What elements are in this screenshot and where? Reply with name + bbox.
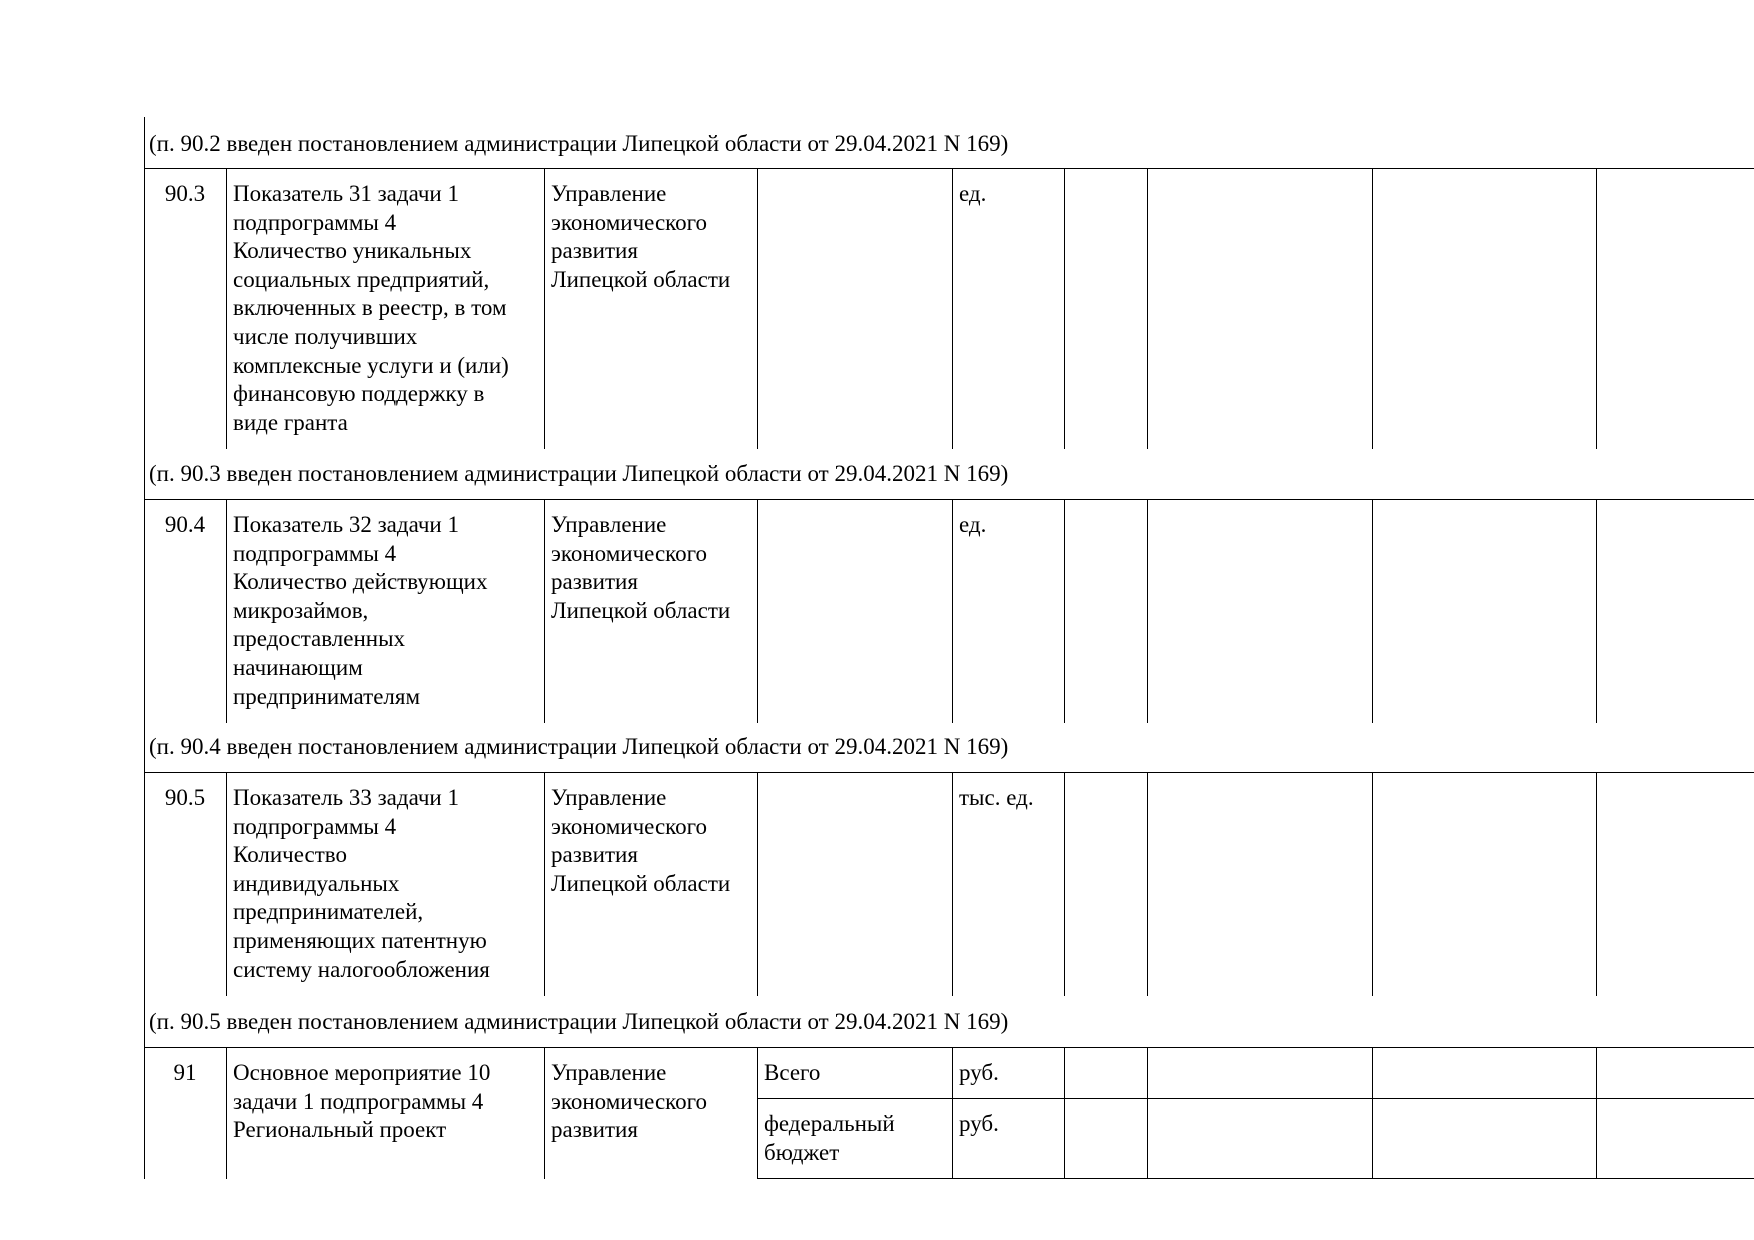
- activity-name: Основное мероприятие 10 задачи 1 подпрограммы 4 Региональный проект: [233, 1060, 491, 1143]
- indicator-name: Показатель 33 задачи 1 подпрограммы 4 Количество индивидуальных предпринимателей, применяющих патентную систему налогообложения: [233, 785, 490, 982]
- amendment-note-90-2: (п. 90.2 введен постановлением администрации Липецкой области от 29.04.2021 N 169): [149, 131, 1009, 156]
- row-number: 90.4: [164, 512, 206, 537]
- responsible-executor: Управление экономического развития Липецкой области: [551, 785, 731, 896]
- col-divider: [1372, 772, 1373, 996]
- row-number: 90.5: [164, 785, 206, 810]
- col-divider: [1147, 168, 1148, 449]
- col-divider: [1596, 772, 1597, 996]
- row-number: 91: [173, 1060, 197, 1085]
- amendment-note-90-5: (п. 90.5 введен постановлением администрации Липецкой области от 29.04.2021 N 169): [149, 1009, 1009, 1034]
- row-number: 90.3: [164, 181, 206, 206]
- col-divider: [226, 168, 227, 449]
- col-divider: [226, 772, 227, 996]
- col-divider: [1596, 499, 1597, 723]
- unit-of-measure: ед.: [959, 512, 987, 537]
- col-divider: [1372, 1047, 1373, 1179]
- col-divider: [757, 1047, 758, 1179]
- col-divider: [952, 1047, 953, 1179]
- col-divider: [544, 1047, 545, 1179]
- col-divider: [952, 168, 953, 449]
- col-divider: [226, 499, 227, 723]
- col-divider: [1064, 499, 1065, 723]
- col-divider: [544, 168, 545, 449]
- unit-of-measure: тыс. ед.: [959, 785, 1034, 810]
- col-divider: [1596, 168, 1597, 449]
- col-divider: [757, 772, 758, 996]
- amendment-note-90-4: (п. 90.4 введен постановлением администрации Липецкой области от 29.04.2021 N 169): [149, 734, 1009, 759]
- row-border-top: [144, 168, 1754, 169]
- row-border-top: [144, 1047, 1754, 1048]
- col-divider: [1064, 1047, 1065, 1179]
- col-divider: [1596, 1047, 1597, 1179]
- table-left-border: [144, 117, 145, 1179]
- funding-source-total: Всего: [764, 1060, 821, 1085]
- col-divider: [757, 499, 758, 723]
- responsible-executor: Управление экономического развития: [551, 1060, 708, 1143]
- col-divider: [1064, 168, 1065, 449]
- unit-of-measure: руб.: [959, 1060, 999, 1085]
- col-divider: [1147, 1047, 1148, 1179]
- col-divider: [1372, 499, 1373, 723]
- subrow-bottom-border: [757, 1178, 1754, 1179]
- responsible-executor: Управление экономического развития Липецкой области: [551, 512, 731, 623]
- funding-source-federal: федеральный бюджет: [764, 1111, 895, 1165]
- responsible-executor: Управление экономического развития Липецкой области: [551, 181, 731, 292]
- col-divider: [952, 499, 953, 723]
- row-border-top: [144, 499, 1754, 500]
- col-divider: [757, 168, 758, 449]
- col-divider: [952, 772, 953, 996]
- indicator-name: Показатель 32 задачи 1 подпрограммы 4 Количество действующих микрозаймов, предоставленных начинающим предпринимателям: [233, 512, 488, 709]
- amendment-note-90-3: (п. 90.3 введен постановлением администрации Липецкой области от 29.04.2021 N 169): [149, 461, 1009, 486]
- subrow-divider: [757, 1098, 1754, 1099]
- indicator-name: Показатель 31 задачи 1 подпрограммы 4 Количество уникальных социальных предприятий, включенных в реестр, в том числе получивших комплексные услуги и (или) финансовую поддержку в виде гранта: [233, 181, 509, 435]
- col-divider: [1147, 772, 1148, 996]
- row-border-top: [144, 772, 1754, 773]
- col-divider: [544, 499, 545, 723]
- col-divider: [226, 1047, 227, 1179]
- unit-of-measure: руб.: [959, 1111, 999, 1136]
- col-divider: [1372, 168, 1373, 449]
- unit-of-measure: ед.: [959, 181, 987, 206]
- col-divider: [544, 772, 545, 996]
- col-divider: [1064, 772, 1065, 996]
- col-divider: [1147, 499, 1148, 723]
